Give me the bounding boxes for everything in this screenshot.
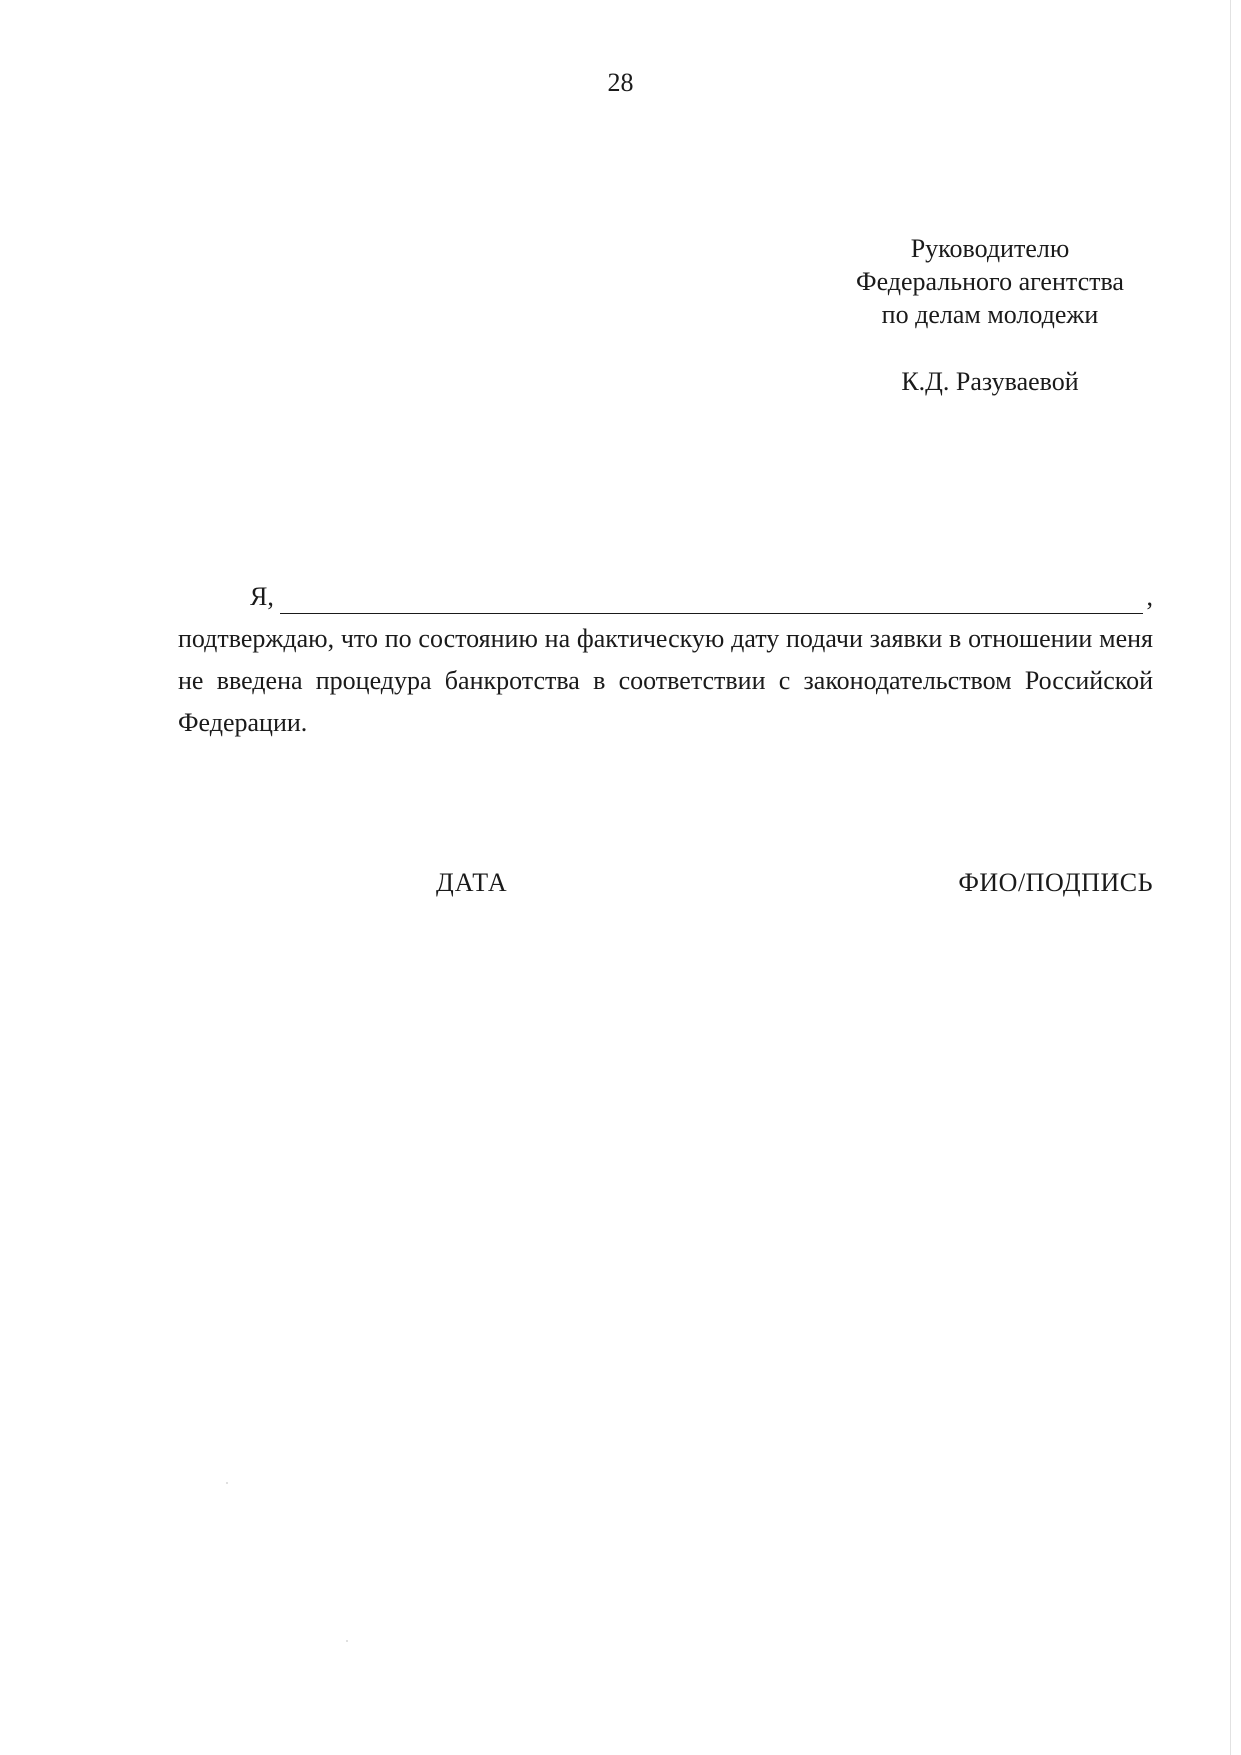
addressee-agency-scope: по делам молодежи xyxy=(881,300,1099,329)
addressee-title: Руководителю xyxy=(910,234,1070,263)
date-label: ДАТА xyxy=(436,868,508,897)
scan-speck xyxy=(226,1482,228,1484)
addressee-name: К.Д. Разуваевой xyxy=(901,367,1079,396)
name-fill-in-line[interactable] xyxy=(280,583,1143,614)
statement-comma: , xyxy=(1146,582,1153,611)
statement-block xyxy=(178,576,1153,744)
addressee-block xyxy=(790,232,1190,398)
statement-first-line xyxy=(178,576,1153,618)
addressee-agency: Федерального агентства xyxy=(856,267,1124,296)
page-edge xyxy=(1230,0,1231,1755)
statement-prefix: Я, xyxy=(250,582,274,611)
page-number: 28 xyxy=(607,68,634,97)
fio-signature-label: ФИО/ПОДПИСЬ xyxy=(958,868,1153,897)
scan-speck xyxy=(346,1640,348,1642)
statement-body: подтверждаю, что по состоянию на фактическую дату подачи заявки в отношении меня не введена процедура банкротства в соответствии с законодательством Российской Федерации. xyxy=(178,624,1153,737)
